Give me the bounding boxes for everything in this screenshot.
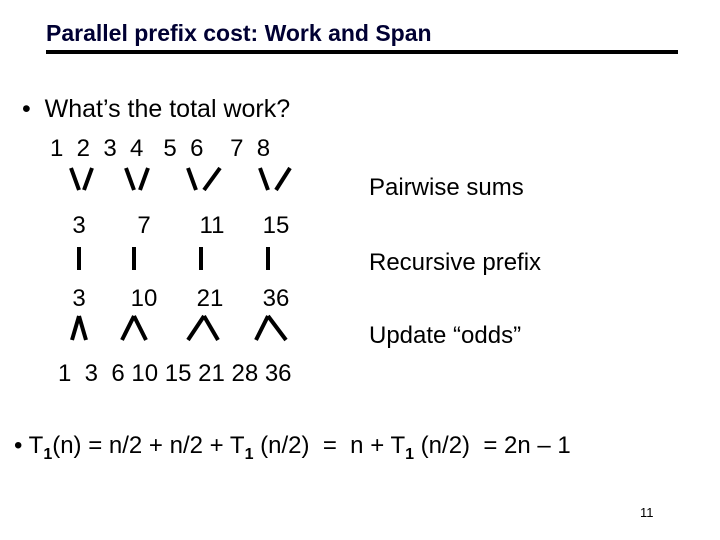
label-recursive-prefix: Recursive prefix bbox=[369, 249, 542, 276]
recursive-prefix-value: 10 bbox=[130, 285, 158, 312]
bullet-mark: • bbox=[14, 432, 29, 459]
tree-line bbox=[188, 168, 196, 190]
tree-line bbox=[84, 168, 92, 190]
formula-subscript: 1 bbox=[244, 446, 254, 463]
pairwise-sum: 3 bbox=[72, 212, 86, 239]
slide-title: Parallel prefix cost: Work and Span bbox=[46, 20, 432, 46]
tree-line bbox=[79, 316, 86, 340]
recursive-prefix-value: 36 bbox=[262, 285, 290, 312]
input-sequence: 1 2 3 4 5 6 7 8 bbox=[50, 135, 271, 162]
recursive-prefix-value: 3 bbox=[72, 285, 86, 312]
tree-line bbox=[140, 168, 148, 190]
tree-line bbox=[122, 316, 134, 340]
formula-part: (n/2) = 2n – 1 bbox=[414, 432, 571, 459]
bullet-work-formula bbox=[14, 432, 571, 464]
tree-line bbox=[260, 168, 268, 190]
pairwise-sum: 7 bbox=[137, 212, 151, 239]
formula-subscript: 1 bbox=[405, 446, 415, 463]
formula-part: (n) = n/2 + n/2 + T bbox=[52, 432, 245, 459]
tree-line bbox=[71, 168, 79, 190]
tree-line bbox=[126, 168, 134, 190]
label-update-odds: Update “odds” bbox=[369, 322, 522, 349]
tree-line bbox=[72, 316, 79, 340]
tree-line bbox=[204, 168, 220, 190]
page-number: 11 bbox=[640, 505, 654, 520]
pairwise-sum: 15 bbox=[262, 212, 290, 239]
bullet-total-work: • What’s the total work? bbox=[22, 95, 291, 123]
recursive-prefix-value: 21 bbox=[196, 285, 224, 312]
tree-line bbox=[276, 168, 290, 190]
tree-line bbox=[188, 316, 204, 340]
formula-t: T bbox=[28, 432, 44, 459]
tree-line bbox=[256, 316, 268, 340]
formula-part: (n/2) = n + T bbox=[253, 432, 406, 459]
output-sequence: 1 3 6 10 15 21 28 36 bbox=[58, 360, 292, 387]
tree-line bbox=[268, 316, 286, 340]
tree-line bbox=[134, 316, 146, 340]
label-pairwise-sums: Pairwise sums bbox=[369, 174, 524, 201]
pairwise-sum: 11 bbox=[199, 212, 225, 239]
tree-line bbox=[204, 316, 218, 340]
formula-subscript: 1 bbox=[43, 446, 53, 463]
